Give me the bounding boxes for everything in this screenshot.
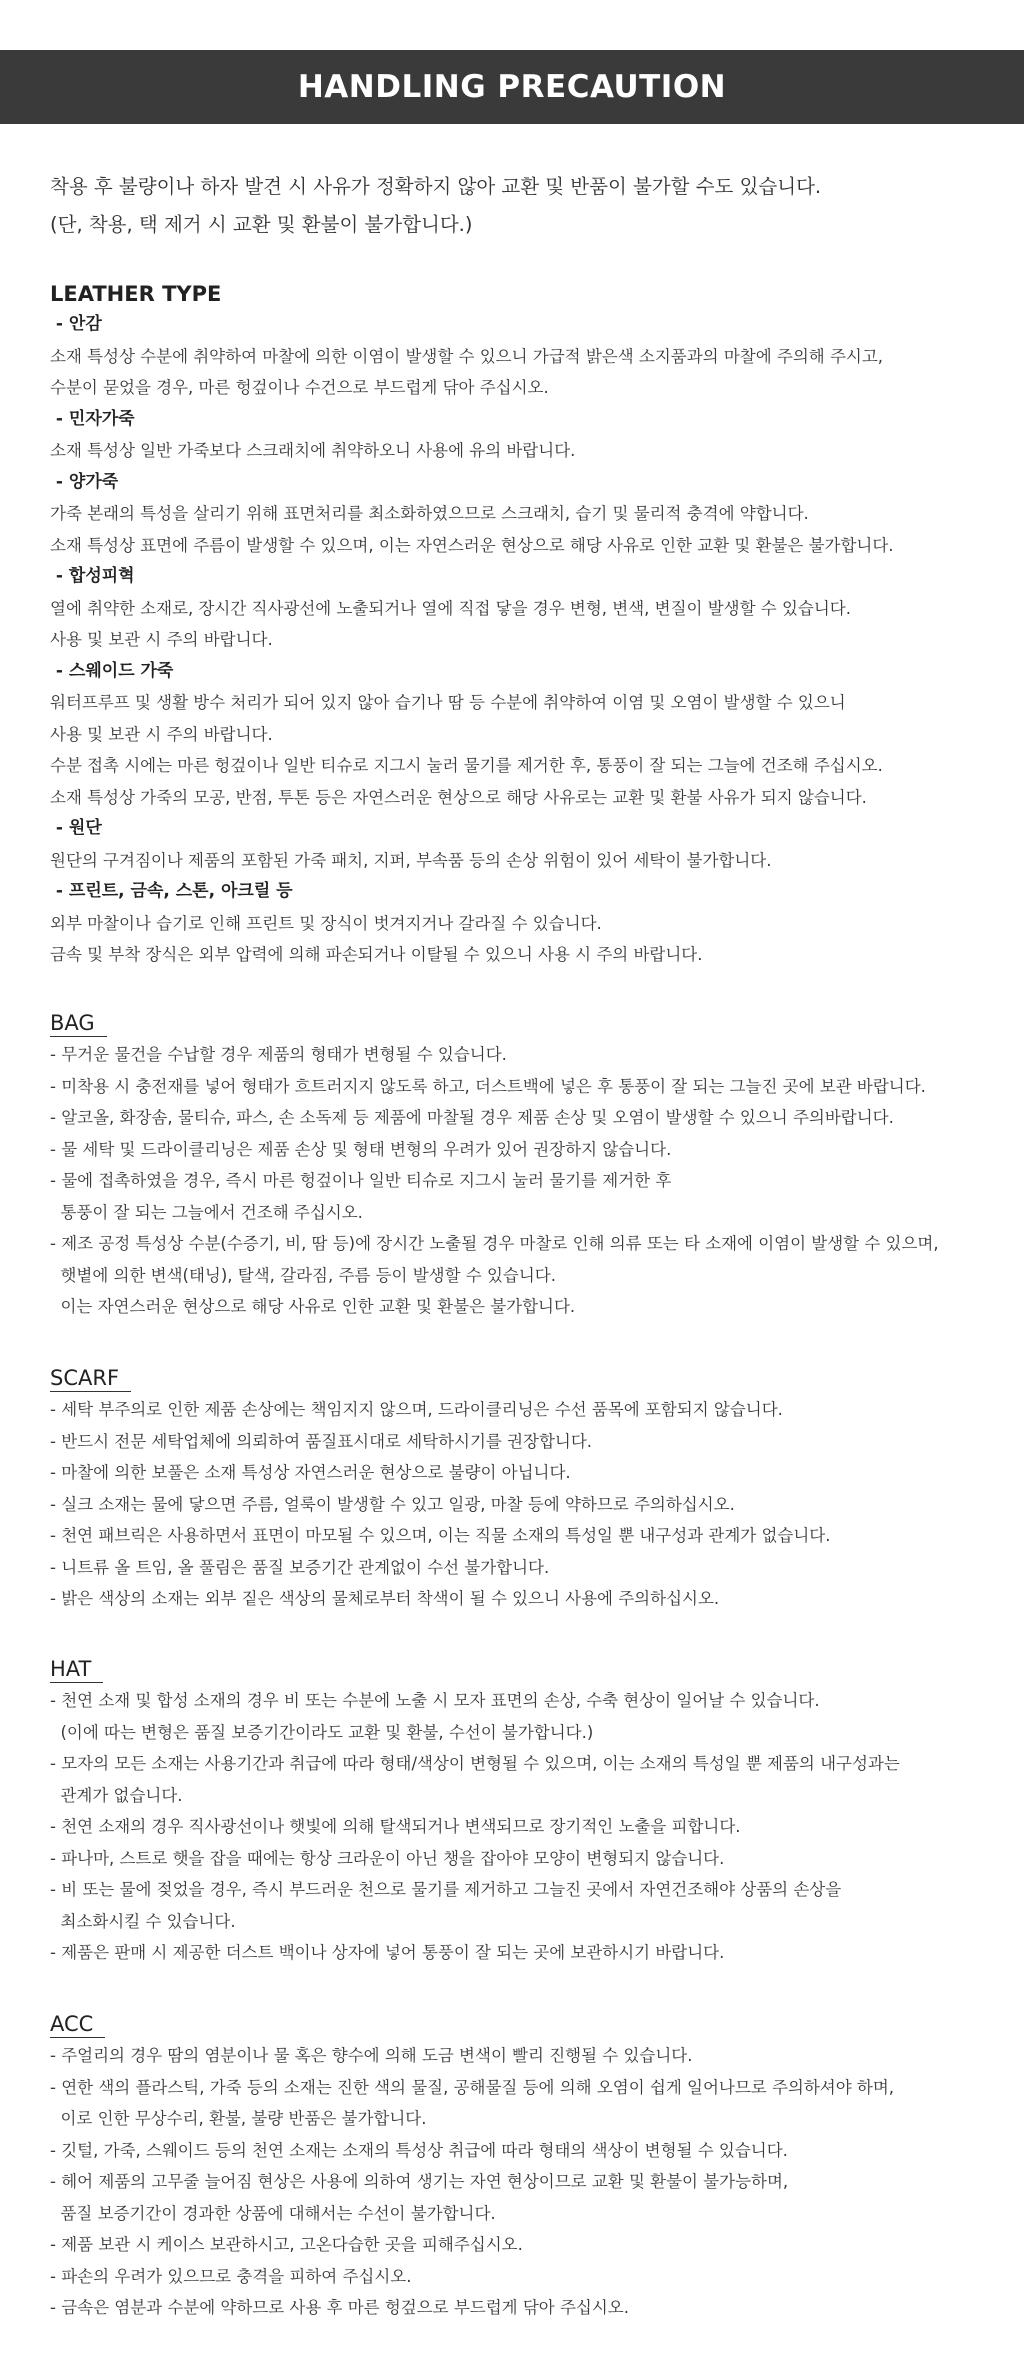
section-leather-type <box>50 279 1020 971</box>
hat-line: - 모자의 모든 소재는 사용기간과 취급에 따라 형태/색상이 변형될 수 있으며, 이는 소재의 특성일 뿐 제품의 내구성과는 <box>50 1754 900 1773</box>
section-title-leather: LEATHER TYPE <box>50 282 222 306</box>
bag-line: 햇볕에 의한 변색(태닝), 탈색, 갈라짐, 주름 등이 발생할 수 있습니다. <box>50 1265 556 1285</box>
intro-line-2: (단, 착용, 택 제거 시 교환 및 환불이 불가합니다.) <box>50 213 473 236</box>
bag-line: - 알코올, 화장솜, 물티슈, 파스, 손 소독제 등 제품에 마찰될 경우 제품 손상 및 오염이 발생할 수 있으니 주의바랍니다. <box>50 1108 894 1127</box>
bag-line: 이는 자연스러운 현상으로 해당 사유로 인한 교환 및 환불은 불가합니다. <box>50 1297 576 1316</box>
leather-line: 사용 및 보관 시 주의 바랍니다. <box>50 724 273 744</box>
leather-line: 소재 특성상 수분에 취약하여 마찰에 의한 이염이 발생할 수 있으니 가급적 밝은색 소지품과의 마찰에 주의해 주시고, <box>50 346 884 366</box>
scarf-lines <box>50 1394 1020 1615</box>
hat-line: 관계가 없습니다. <box>50 1785 183 1805</box>
acc-line: - 금속은 염분과 수분에 약하므로 사용 후 마른 헝겊으로 부드럽게 닦아 주십시오. <box>50 2298 629 2317</box>
bag-line: - 물 세탁 및 드라이클리닝은 제품 손상 및 형태 변형의 우려가 있어 권장하지 않습니다. <box>50 1139 672 1159</box>
leather-line: 소재 특성상 일반 가죽보다 스크래치에 취약하오니 사용에 유의 바랍니다. <box>50 441 576 460</box>
leather-line: 가죽 본래의 특성을 살리기 위해 표면처리를 최소화하였으므로 스크래치, 습기 및 물리적 충격에 약합니다. <box>50 504 809 523</box>
leather-line: 외부 마찰이나 습기로 인해 프린트 및 장식이 벗겨지거나 갈라질 수 있습니다. <box>50 913 602 933</box>
acc-line: 이로 인한 무상수리, 환불, 불량 반품은 불가합니다. <box>50 2109 427 2128</box>
hat-line: - 파나마, 스트로 햇을 잡을 때에는 항상 크라운이 아닌 챙을 잡아야 모양이 변형되지 않습니다. <box>50 1848 725 1868</box>
bag-line: - 미착용 시 충전재를 넣어 형태가 흐트러지지 않도록 하고, 더스트백에 넣은 후 통풍이 잘 되는 그늘진 곳에 보관 바랍니다. <box>50 1076 926 1096</box>
hat-line: - 제품은 판매 시 제공한 더스트 백이나 상자에 넣어 통풍이 잘 되는 곳에 보관하시기 바랍니다. <box>50 1943 725 1962</box>
scarf-line: - 천연 패브릭은 사용하면서 표면이 마모될 수 있으며, 이는 직물 소재의 특성일 뿐 내구성과 관계가 없습니다. <box>50 1526 831 1545</box>
leather-subtitle: - 민자가죽 <box>50 408 135 429</box>
scarf-line: - 밝은 색상의 소재는 외부 짙은 색상의 물체로부터 착색이 될 수 있으니 사용에 주의하십시오. <box>50 1589 720 1608</box>
section-title-acc: ACC <box>50 2011 105 2038</box>
acc-lines <box>50 2040 1020 2324</box>
acc-line: - 파손의 우려가 있으므로 충격을 피하여 주십시오. <box>50 2266 412 2286</box>
scarf-line: - 반드시 전문 세탁업체에 의뢰하여 품질표시대로 세탁하시기를 권장합니다. <box>50 1431 593 1451</box>
section-scarf <box>50 1365 1020 1615</box>
leather-groups <box>50 309 1020 971</box>
scarf-line: - 니트류 올 트임, 올 풀림은 품질 보증기간 관계없이 수선 불가합니다. <box>50 1557 550 1577</box>
leather-line: 금속 및 부착 장식은 외부 압력에 의해 파손되거나 이탈될 수 있으니 사용 시 주의 바랍니다. <box>50 945 703 964</box>
bag-line: - 물에 접촉하였을 경우, 즉시 마른 헝겊이나 일반 티슈로 지그시 눌러 물기를 제거한 후 <box>50 1171 672 1190</box>
section-acc <box>50 2011 1020 2324</box>
leather-line: 수분 접촉 시에는 마른 헝겊이나 일반 티슈로 지그시 눌러 물기를 제거한 후, 통풍이 잘 되는 그늘에 건조해 주십시오. <box>50 756 883 775</box>
leather-line: 사용 및 보관 시 주의 바랍니다. <box>50 630 273 649</box>
acc-line: - 연한 색의 플라스틱, 가죽 등의 소재는 진한 색의 물질, 공해물질 등에 의해 오염이 쉽게 일어나므로 주의하셔야 하며, <box>50 2077 895 2097</box>
page-title: HANDLING PRECAUTION <box>297 69 727 105</box>
section-hat <box>50 1656 1020 1969</box>
section-title-bag: BAG <box>50 1010 107 1037</box>
leather-line: 원단의 구겨짐이나 제품의 포함된 가죽 패치, 지퍼, 부속품 등의 손상 위험이 있어 세탁이 불가합니다. <box>50 850 772 870</box>
hat-line: - 천연 소재의 경우 직사광선이나 햇빛에 의해 탈색되거나 변색되므로 장기적인 노출을 피합니다. <box>50 1817 741 1836</box>
section-bag <box>50 1010 1020 1323</box>
header-bar <box>0 50 1024 124</box>
leather-line: 열에 취약한 소재로, 장시간 직사광선에 노출되거나 열에 직접 닿을 경우 변형, 변색, 변질이 발생할 수 있습니다. <box>50 598 851 618</box>
leather-line: 소재 특성상 가죽의 모공, 반점, 투톤 등은 자연스러운 현상으로 해당 사유로는 교환 및 환불 사유가 되지 않습니다. <box>50 787 867 807</box>
leather-subtitle: - 양가죽 <box>50 471 119 492</box>
scarf-line: - 세탁 부주의로 인한 제품 손상에는 책임지지 않으며, 드라이클리닝은 수선 품목에 포함되지 않습니다. <box>50 1400 783 1419</box>
acc-line: - 헤어 제품의 고무줄 늘어짐 현상은 사용에 의하여 생기는 자연 현상이므로 교환 및 환불이 불가능하며, <box>50 2172 789 2191</box>
acc-line: - 제품 보관 시 케이스 보관하시고, 고온다습한 곳을 피해주십시오. <box>50 2235 523 2254</box>
hat-line: (이에 따는 변형은 품질 보증기간이라도 교환 및 환불, 수선이 불가합니다.) <box>50 1722 594 1742</box>
hat-line: 최소화시킬 수 있습니다. <box>50 1911 236 1931</box>
bag-line: - 무거운 물건을 수납할 경우 제품의 형태가 변형될 수 있습니다. <box>50 1045 507 1064</box>
leather-line: 소재 특성상 표면에 주름이 발생할 수 있으며, 이는 자연스러운 현상으로 해당 사유로 인한 교환 및 환불은 불가합니다. <box>50 535 894 555</box>
scarf-line: - 실크 소재는 물에 닿으면 주름, 얼룩이 발생할 수 있고 일광, 마찰 등에 약하므로 주의하십시오. <box>50 1494 735 1514</box>
section-title-scarf: SCARF <box>50 1365 131 1392</box>
acc-line: 품질 보증기간이 경과한 상품에 대해서는 수선이 불가합니다. <box>50 2203 496 2223</box>
leather-subtitle: - 안감 <box>50 314 102 334</box>
bag-line: 통풍이 잘 되는 그늘에서 건조해 주십시오. <box>50 1202 363 1222</box>
acc-line: - 주얼리의 경우 땀의 염분이나 물 혹은 향수에 의해 도금 변색이 빨리 진행될 수 있습니다. <box>50 2046 693 2065</box>
intro-notice <box>50 168 1010 244</box>
acc-line: - 깃털, 가죽, 스웨이드 등의 천연 소재는 소재의 특성상 취급에 따라 형태의 색상이 변형될 수 있습니다. <box>50 2140 788 2160</box>
hat-line: - 천연 소재 및 합성 소재의 경우 비 또는 수분에 노출 시 모자 표면의 손상, 수축 현상이 일어날 수 있습니다. <box>50 1691 820 1710</box>
leather-subtitle: - 프린트, 금속, 스톤, 아크릴 등 <box>50 881 293 901</box>
hat-line: - 비 또는 물에 젖었을 경우, 즉시 부드러운 천으로 물기를 제거하고 그늘진 곳에서 자연건조해야 상품의 손상을 <box>50 1880 842 1899</box>
bag-line: - 제조 공정 특성상 수분(수증기, 비, 땀 등)에 장시간 노출될 경우 마찰로 인해 의류 또는 타 소재에 이염이 발생할 수 있으며, <box>50 1234 939 1253</box>
intro-line-1: 착용 후 불량이나 하자 발견 시 사유가 정확하지 않아 교환 및 반품이 불가할 수도 있습니다. <box>50 175 822 198</box>
scarf-line: - 마찰에 의한 보풀은 소재 특성상 자연스러운 현상으로 불량이 아닙니다. <box>50 1463 571 1482</box>
leather-line: 수분이 묻었을 경우, 마른 헝겊이나 수건으로 부드럽게 닦아 주십시오. <box>50 378 549 397</box>
leather-subtitle: - 원단 <box>50 818 102 838</box>
leather-subtitle: - 합성피혁 <box>50 566 135 586</box>
section-title-hat: HAT <box>50 1656 103 1683</box>
bag-lines <box>50 1039 1020 1323</box>
leather-line: 워터프루프 및 생활 방수 처리가 되어 있지 않아 습기나 땀 등 수분에 취약하여 이염 및 오염이 발생할 수 있으니 <box>50 693 846 712</box>
leather-subtitle: - 스웨이드 가죽 <box>50 660 174 681</box>
hat-lines <box>50 1685 1020 1969</box>
